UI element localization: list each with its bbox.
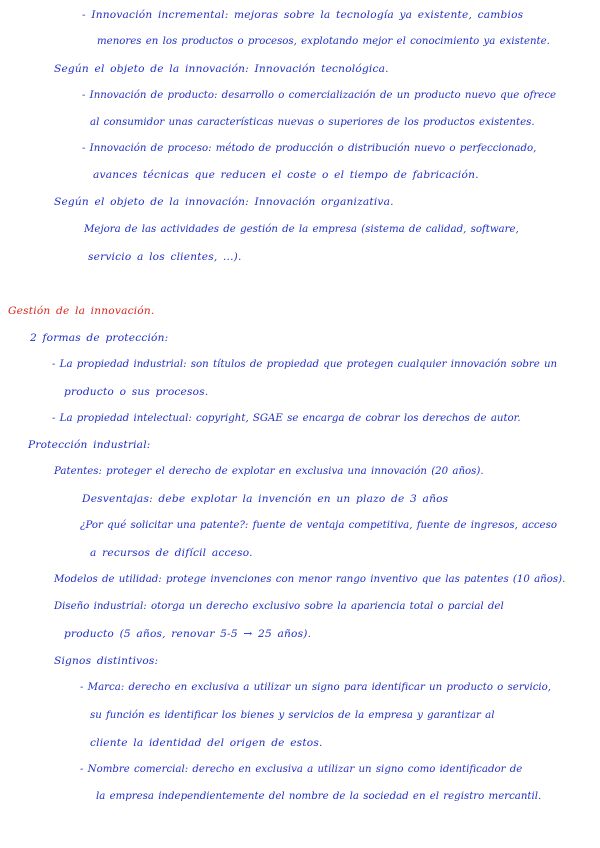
note-line: menores en los productos o procesos, explotando mejor el conocimiento ya existente. [97,36,550,47]
note-line: - Innovación de producto: desarrollo o comercialización de un producto nuevo que ofrece [82,90,557,101]
note-line: Según el objeto de la innovación: Innovación tecnológica. [54,63,389,75]
section-heading: Gestión de la innovación. [8,305,155,317]
note-line: - Innovación de proceso: método de producción o distribución nuevo o perfeccionado, [82,143,537,154]
note-line: - Nombre comercial: derecho en exclusiva a utilizar un signo como identificador de [80,764,523,775]
note-line: ¿Por qué solicitar una patente?: fuente de ventaja competitiva, fuente de ingresos, acceso [80,520,557,531]
note-line: Patentes: proteger el derecho de explotar en exclusiva una innovación (20 años). [54,466,484,477]
note-line: producto o sus procesos. [64,386,209,398]
note-line: Modelos de utilidad: protege invenciones con menor rango inventivo que las patentes (10 años). [54,574,566,585]
note-line: su función es identificar los bienes y servicios de la empresa y garantizar al [90,710,495,721]
note-line: Signos distintivos: [54,655,159,667]
note-line: producto (5 años, renovar 5-5 → 25 años). [64,628,312,640]
note-line: - Marca: derecho en exclusiva a utilizar un signo para identificar un producto o servicio, [80,682,552,693]
note-line: 2 formas de protección: [30,332,169,344]
note-line: - La propiedad industrial: son títulos de propiedad que protegen cualquier innovación sobre un [52,359,558,370]
note-line: Según el objeto de la innovación: Innovación organizativa. [54,196,394,208]
note-line: Diseño industrial: otorga un derecho exclusivo sobre la apariencia total o parcial del [54,601,504,612]
note-line: servicio a los clientes, ...). [88,251,242,263]
note-line: Desventajas: debe explotar la invención en un plazo de 3 años [82,493,449,505]
note-line: avances técnicas que reducen el coste o el tiempo de fabricación. [93,169,479,181]
note-line: Protección industrial: [28,439,151,451]
note-line: la empresa independientemente del nombre de la sociedad en el registro mercantil. [96,791,542,802]
note-line: - La propiedad intelectual: copyright, SGAE se encarga de cobrar los derechos de autor. [52,413,521,424]
note-line: - Innovación incremental: mejoras sobre la tecnología ya existente, cambios [82,9,524,21]
note-line: cliente la identidad del origen de estos. [90,737,323,749]
note-line: al consumidor unas características nuevas o superiores de los productos existentes. [90,117,535,128]
note-line: Mejora de las actividades de gestión de la empresa (sistema de calidad, software, [84,224,519,235]
note-line: a recursos de difícil acceso. [90,547,253,559]
